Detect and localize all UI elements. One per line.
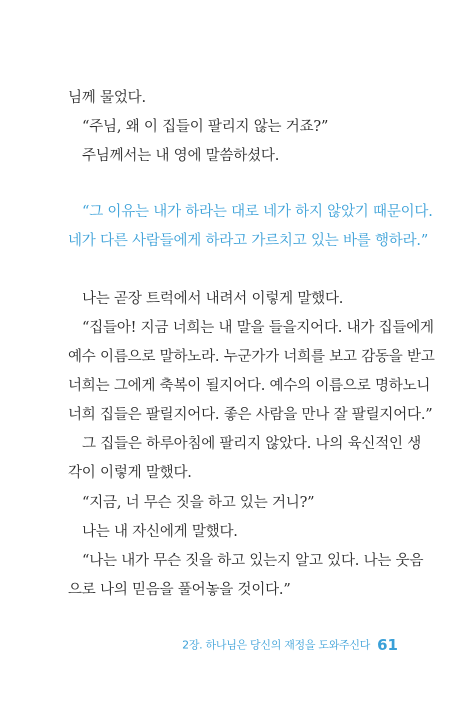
text-line: 너희는 그에게 축복이 될지어다. 예수의 이름으로 명하노니 <box>68 378 431 394</box>
highlighted-quote-line: “그 이유는 내가 하라는 대로 네가 하지 않았기 때문이다. <box>82 204 433 220</box>
text-line: 예수 이름으로 말하노라. 누군가가 너희를 보고 감동을 받고 <box>68 349 435 365</box>
text-line: “지금, 너 무슨 짓을 하고 있는 거니?” <box>82 495 315 511</box>
text-line: 으로 나의 믿음을 풀어놓을 것이다.” <box>68 582 291 598</box>
text-line: 그 집들은 하루아침에 팔리지 않았다. 나의 육신적인 생 <box>82 436 422 452</box>
text-line: 님께 물었다. <box>68 90 146 106</box>
page-number: 61 <box>377 635 398 654</box>
text-line: “집들아! 지금 너희는 내 말을 들을지어다. 내가 집들에게 <box>82 320 434 336</box>
running-chapter-title: 2장. 하나님은 당신의 재정을 도와주신다 <box>182 638 371 652</box>
text-line: “주님, 왜 이 집들이 팔리지 않는 거죠?” <box>82 119 329 135</box>
text-line: 각이 이렇게 말했다. <box>68 465 192 481</box>
text-line: 나는 내 자신에게 말했다. <box>82 524 238 540</box>
page-footer <box>182 634 398 654</box>
text-line: 주님께서는 내 영에 말씀하셨다. <box>82 148 280 164</box>
text-line: 너희 집들은 팔릴지어다. 좋은 사람을 만나 잘 팔릴지어다.” <box>68 407 433 423</box>
text-line: 나는 곧장 트럭에서 내려서 이렇게 말했다. <box>82 291 344 307</box>
text-line: “나는 내가 무슨 짓을 하고 있는지 알고 있다. 나는 웃음 <box>82 553 424 569</box>
highlighted-quote-line: 네가 다른 사람들에게 하라고 가르치고 있는 바를 행하라.” <box>68 233 429 249</box>
